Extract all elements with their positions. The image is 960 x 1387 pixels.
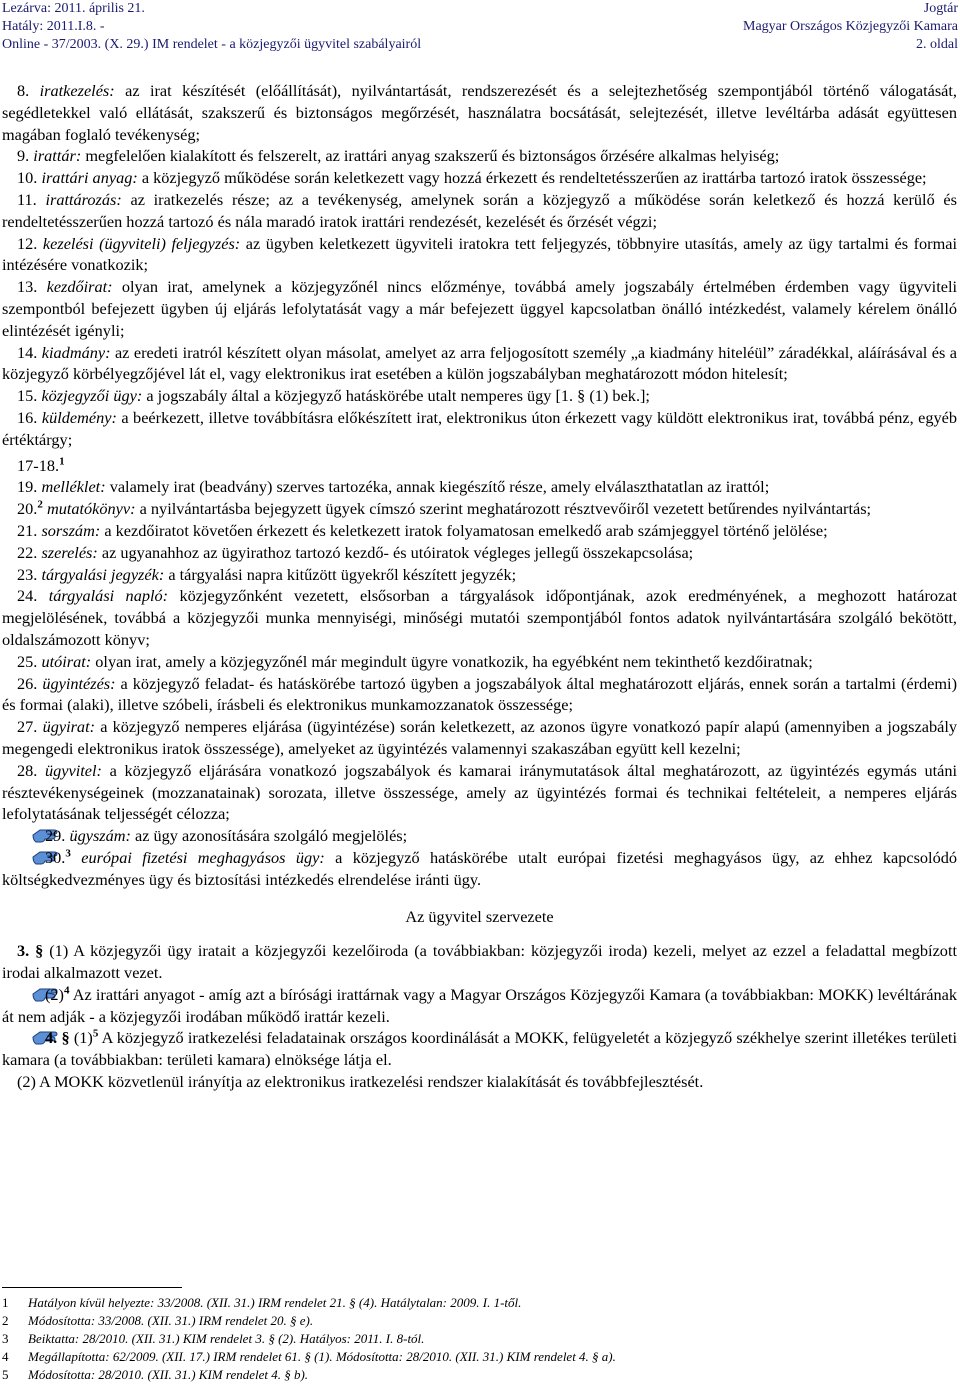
definition-22: 22. szerelés: az ugyanahhoz az ügyirathoz tartozó kezdő- és utóiratok végleges jellegű összekapcsolása; [17,542,694,562]
term: kiadmány: [41,342,111,362]
definition-19: 19. melléklet: valamely irat (beadvány) szerves tartozéka, annak kiegészítő része, amely elválaszthatatlan az irattól; [17,477,770,497]
term: sorszám: [41,520,101,540]
definition-29: 29. ügyszám: az ügy azonosítására szolgáló megjelölés; [2,825,957,847]
definition-13: 13. kezdőirat: olyan irat, amelynek a közjegyzőnél nincs előzménye, továbbá amely jogszabály értelmében érdemben vagy ügyviteli szempontból befejezett ügyben új eljárás lefolytatását vagy a már befejezett üggyel kapcsolatban önálló intézkedést, valamely kérelem önálló elintézését igényli; [2,277,957,340]
definition-20: 20.$^2$ mutatókönyv: a nyilvántartásba bejegyzett ügyek címszó szerint meghatározott résztvevőiről vezetett betűrendes nyilvántartás; [17,498,872,519]
term: ügyirat: [42,717,96,737]
definition-26: 26. ügyintézés: a közjegyző feladat- és hatáskörébe tartozó ügyben a jogszabályok által meghatározott eljárás, ennek során a tartalmi (érdemi) és formai (alaki), illetve szóbeli, írásbeli és elektronikus munkamozzanatok összessége; [2,673,957,715]
term: kezelési (ügyviteli) feljegyzés: [42,233,241,253]
footnote-ref-5[interactable]: 5 [92,1028,99,1041]
footnote-ref-2[interactable]: 2 [37,498,43,511]
term: irattározás: [45,189,122,209]
footnote-divider [2,1287,182,1288]
page-header [0,0,960,56]
footnote-5: 5 Módosította: 28/2010. (XII. 31.) KIM rendelet 4. § b). [2,1367,309,1382]
section-4-para-2: (2) A MOKK közvetlenül irányítja az elektronikus iratkezelési rendszer kialakítását és továbbfejlesztését. [17,1072,704,1092]
section-3-para-2: $(2)^4$ Az irattári anyagot - amíg azt a bírósági irattárnak vagy a Magyar Országos Közjegyzői Kamara (a továbbiakban: MOKK) levéltárának át nem adják - a közjegyzői irodában működő irattár kezeli. [2,984,957,1026]
term: kezdőirat: [46,277,113,297]
definition-9: 9. irattár: megfelelően kialakított és felszerelt, az irattári anyag szakszerű és biztonságos őrzésére alkalmas helyiség; [17,146,780,166]
section-title: Az ügyvitel szervezete [405,907,554,927]
term: tárgyalási napló: [48,586,169,606]
term: iratkezelés: [39,81,115,100]
term: ügyvitel: [45,760,102,780]
definition-12: 12. kezelési (ügyviteli) feljegyzés: az ügyben keletkezett ügyviteli iratokra tett feljegyzés, többnyire utasítás, amely az ügy tartalmi és formai intézésére vonatkozik; [2,233,958,275]
pointing-hand-icon[interactable] [17,826,43,844]
term: európai fizetési meghagyásos ügy: [81,847,325,867]
footnote-1: 1 Hatályon kívül helyezte: 33/2008. (XII. 31.) IRM rendelet 21. § (4). Hatálytalan: 2009. I. 1-től. [2,1295,522,1310]
term: melléklet: [41,477,106,497]
term: ügyintézés: [42,673,116,693]
definition-14: 14. kiadmány: az eredeti iratról készített olyan másolat, amelyet az arra feljogosított személy „a kiadmány hiteléül” záradékkal, aláírásával és a közjegyző körbélyegzőjével lát el, vagy elektronikus irat esetében a külön jogszabályban meghatározott módon hitelesít; [2,342,957,384]
definition-16: 16. küldemény: a beérkezett, illetve továbbításra előkészített irat, elektronikus úton érkezett vagy küldött elektronikus irat, továbbá pénz, egyéb értéktárgy; [2,407,957,449]
term: utóirat: [41,651,92,671]
definition-25: 25. utóirat: olyan irat, amely a közjegyzőnél már megindult ügyre vonatkozik, ha egyébként nem tekinthető kezdőiratnak; [17,651,813,671]
footnote-3: 3 Beiktatta: 28/2010. (XII. 31.) KIM rendelet 3. § (2). Hatályos: 2011. I. 8-tól. [2,1331,425,1346]
definition-17-18: 17-18.$^1$ [17,455,65,475]
footnote-2: 2 Módosította: 33/2008. (XII. 31.) IRM rendelet 20. § e). [2,1313,314,1328]
header-source: Jogtár [923,1,958,16]
term: irattári anyag: [41,168,138,188]
definition-11: 11. irattározás: az iratkezelés része; az a tevékenység, amelynek során a közjegyző a működése során keletkező és hozzá kerülő és rendeltetésszerűen hozzá tartozó és nála maradó iratok irattári rendezését, kezelését és őrzését végzi; [2,189,957,231]
term: tárgyalási jegyzék: [41,564,165,584]
footnote-ref-4[interactable]: 4 [63,984,70,997]
header-page-number: 2. oldal [916,37,958,52]
term: irattár: [33,146,82,166]
footnote-ref-3[interactable]: 3 [65,847,71,860]
term: ügyszám: [69,826,131,846]
definition-27: 27. ügyirat: a közjegyző nemperes eljárása (ügyintézése) során keletkezett, az azonos ügyre vonatkozó papír alapú (amennyiben a jogszabály megengedi elektronikus iratok összessége), amelyeket az ügyintézés valamennyi szakaszában együtt kell kezelni; [2,717,957,758]
pointing-hand-icon[interactable] [17,848,43,866]
term: küldemény: [41,407,117,427]
term: mutatókönyv: [46,499,136,519]
footnote-4: 4 Megállapította: 62/2009. (XII. 17.) IRM rendelet 61. § (1). Módosította: 28/2010. (XII. 31.) KIM rendelet 4. § a). [2,1349,616,1364]
definition-15: 15. közjegyzői ügy: a jogszabály által a közjegyző hatáskörébe utalt nemperes ügy [1. § (1) bek.]; [17,386,650,406]
pointing-hand-icon[interactable] [17,1028,43,1046]
pointing-hand-icon[interactable] [17,985,43,1003]
header-document-title: Online - 37/2003. (X. 29.) IM rendelet - a közjegyzői ügyvitel szabályairól [2,37,422,52]
header-publisher: Magyar Országos Közjegyzői Kamara [743,19,958,34]
header-closed-date: Lezárva: 2011. április 21. [2,1,145,16]
term: közjegyzői ügy: [41,386,143,406]
term: szerelés: [41,542,98,562]
definition-28: 28. ügyvitel: a közjegyző eljárására vonatkozó jogszabályok és kamarai iránymutatások által meghatározott, az ügyintézés egymás utáni résztevékenységeinek (mozzanatainak) sorozata, illetve összessége, amely az ügyintézés formai és technikai feltételeit, a nemperes eljárás lefolytatásának teljességét célozza; [2,760,957,824]
definition-30: 30.$^3$ európai fizetési meghagyásos ügy: a közjegyző hatáskörébe utalt európai fizetési meghagyásos ügy, az ehhez kapcsolódó költségkedvezményes ügy és biztosítási intézkedés elrendelése iránti ügy. [2,847,957,889]
definition-21: 21. sorszám: a kezdőiratot követően érkezett és keletkezett iratok folyamatosan emelkedő arab számjeggyel történő jelölése; [17,520,828,540]
definition-10: 10. irattári anyag: a közjegyző működése során keletkezett vagy hozzá érkezett és rendeltetésszerűen az irattárba tartozó iratok összessége; [17,168,927,188]
definition-23: 23. tárgyalási jegyzék: a tárgyalási napra kitűzött ügyekről készített jegyzék; [17,564,517,584]
definition-24: 24. tárgyalási napló: közjegyzőnként vezetett, elsősorban a tárgyalások időpontjának, azok eredményének, a meghozott határozat megjelölésének, továbbá a közjegyzői munka mennyiségi, minőségi mutatói szempontjából fontos adatok nyilvántartására szolgáló bekötött, oldalszámozott könyv; [2,586,957,649]
document-body [2,80,957,1093]
header-effect-date: Hatály: 2011.I.8. - [2,19,105,34]
footnotes [2,1294,957,1384]
definition-8: 8. iratkezelés: az irat készítését (előállítását), nyilvántartását, rendszerezését és a selejtezhetőség szempontjából történő válogatását, segédletekkel való ellátását, szakszerű és biztonságos megőrzését, használatra bocsátását, selejtezését, illetve levéltárba adását együttesen magában foglaló tevékenység; [2,81,957,144]
section-3-para-1: 3. § (1) A közjegyzői ügy iratait a közjegyzői kezelőiroda (a továbbiakban: közjegyzői iroda) kezeli, melyet az ezzel a feladattal megbízott irodai alkalmazott vezet. [2,941,957,983]
section-4-para-1: 4. § $(1)^5$ A közjegyző iratkezelési feladatainak országos koordinálását a MOKK, felügyeletét a közjegyző székhelye szerint illetékes területi kamara (a továbbiakban: területi kamara) elnöksége látja el. [2,1028,957,1070]
footnote-ref-1[interactable]: 1 [59,455,65,468]
